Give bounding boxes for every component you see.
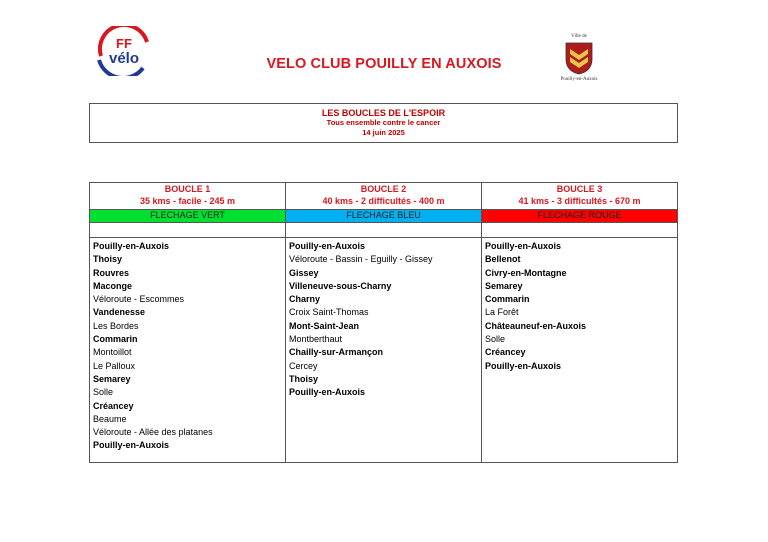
route-stop: Les Bordes [93, 320, 139, 331]
route-stop: Pouilly-en-Auxois [485, 241, 562, 251]
route-stop: Châteauneuf-en-Auxois [485, 320, 587, 331]
route-stop: Thoisy [289, 373, 319, 384]
route-stop: Solle [485, 334, 506, 345]
route-2-name: BOUCLE 2 [360, 184, 407, 194]
route-stop: Semarey [485, 280, 523, 291]
spacer-cell [482, 223, 678, 238]
route-2-stops [286, 238, 482, 463]
route-stop: Le Palloux [93, 360, 136, 371]
route-stop: Pouilly-en-Auxois [485, 360, 562, 371]
route-stop: Charny [289, 294, 321, 305]
shield-icon [564, 41, 594, 75]
logo-velo-text: vélo [108, 50, 140, 67]
logo-ff-text: FF [116, 36, 132, 51]
route-stop: Commarin [485, 294, 530, 305]
event-info-box [89, 103, 678, 143]
route-stop: Solle [93, 387, 114, 398]
route-1-marking: FLECHAGE VERT [90, 210, 286, 223]
route-stop: Cercey [289, 360, 318, 371]
route-stop: Pouilly-en-Auxois [93, 440, 170, 451]
route-stop: Bellenot [485, 254, 521, 265]
event-date: 14 juin 2025 [362, 128, 405, 137]
route-3-marking: FLECHAGE ROUGE [482, 210, 678, 223]
route-stop: Chailly-sur-Armançon [289, 347, 384, 358]
town-crest-logo [554, 34, 604, 88]
route-stop: Gissey [289, 267, 319, 278]
route-stop: Véloroute - Escommes [93, 294, 185, 305]
route-stop: Maconge [93, 280, 133, 291]
route-stop: Croix Saint-Thomas [289, 307, 369, 318]
route-stop: Pouilly-en-Auxois [289, 241, 366, 251]
page-title: VELO CLUB POUILLY EN AUXOIS [266, 56, 502, 72]
route-3-header [482, 183, 678, 210]
route-3-details: 41 kms - 3 difficultés - 670 m [518, 196, 641, 206]
crest-top-text: Ville de [571, 34, 587, 39]
route-3-name: BOUCLE 3 [556, 184, 603, 194]
route-3-stops [482, 238, 678, 463]
route-stop: Pouilly-en-Auxois [289, 387, 366, 398]
route-stop: Commarin [93, 334, 138, 345]
route-2-marking: FLECHAGE BLEU [286, 210, 482, 223]
event-subtitle: Tous ensemble contre le cancer [326, 118, 441, 127]
route-stop: Pouilly-en-Auxois [93, 241, 170, 251]
route-stop: Montoillot [93, 347, 132, 358]
route-stop: Vandenesse [93, 307, 146, 318]
route-2-details: 40 kms - 2 difficultés - 400 m [322, 196, 445, 206]
spacer-cell [286, 223, 482, 238]
route-1-name: BOUCLE 1 [164, 184, 211, 194]
route-stop: Véloroute - Bassin - Eguilly - Gissey [289, 254, 433, 265]
event-title: LES BOUCLES DE L'ESPOIR [321, 108, 446, 118]
route-2-header [286, 183, 482, 210]
route-stop: Villeneuve-sous-Charny [289, 280, 392, 291]
route-stop: Beaume [93, 413, 127, 424]
route-stop: Véloroute - Allée des platanes [93, 427, 213, 438]
route-1-header [90, 183, 286, 210]
route-1-details: 35 kms - facile - 245 m [139, 196, 236, 206]
route-stop: Créancey [93, 400, 134, 411]
route-stop: Civry-en-Montagne [485, 267, 567, 278]
route-stop: Mont-Saint-Jean [289, 320, 360, 331]
route-stop: Semarey [93, 373, 131, 384]
route-stop: Montberthaut [289, 334, 343, 345]
route-stop: Rouvres [93, 267, 130, 278]
crest-bottom-text: Pouilly-en-Auxois [560, 77, 598, 82]
route-stop: Thoisy [93, 254, 123, 265]
routes-table [89, 182, 678, 463]
route-stop: La Forêt [485, 307, 519, 318]
route-stop: Créancey [485, 347, 526, 358]
spacer-cell [90, 223, 286, 238]
route-1-stops [90, 238, 286, 463]
